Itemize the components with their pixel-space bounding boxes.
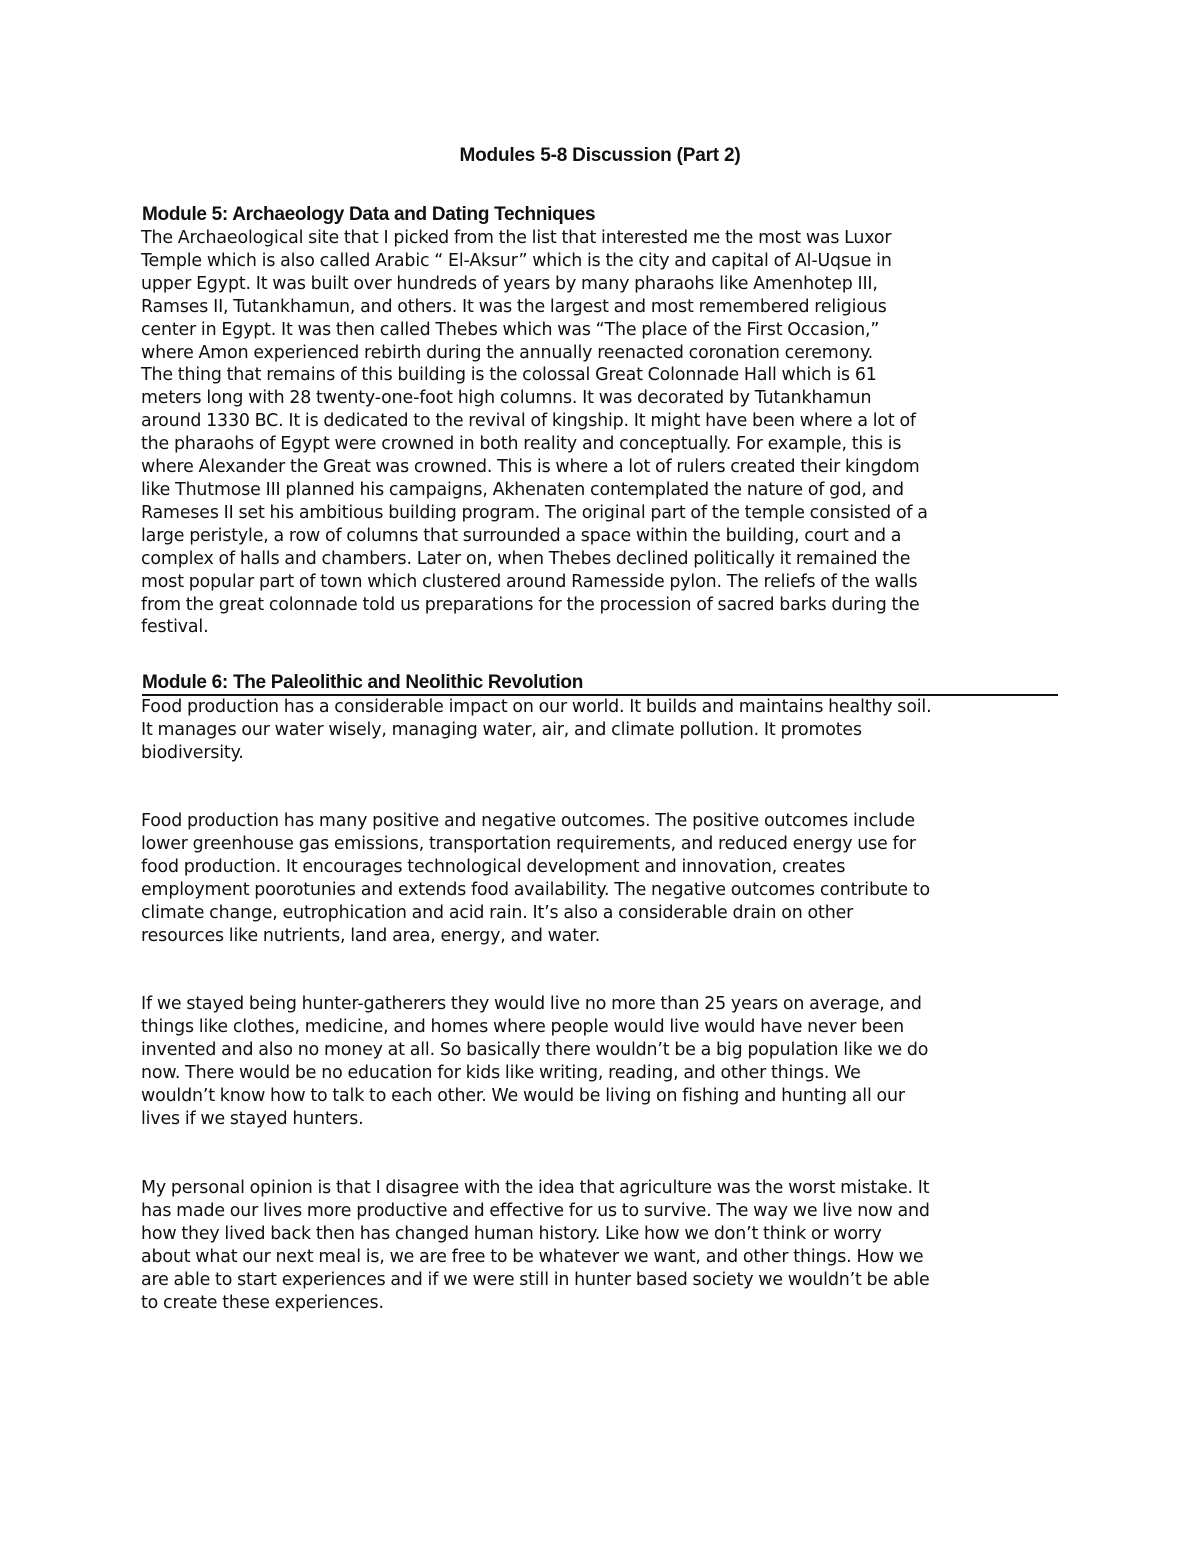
text-line: The Archaeological site that I picked from the list that interested me the most was Luxor	[141, 228, 892, 248]
text-line: festival.	[141, 617, 209, 638]
text-line: most popular part of town which clustered around Ramesside pylon. The reliefs of the walls	[141, 571, 918, 592]
text-line: complex of halls and chambers. Later on, when Thebes declined politically it remained the	[141, 548, 911, 569]
text-line: how they lived back then has changed human history. Like how we don’t think or worry	[141, 1223, 882, 1244]
module-6-paragraph-1	[141, 696, 1059, 765]
module-5-heading: Module 5: Archaeology Data and Dating Techniques	[142, 204, 596, 225]
text-line: things like clothes, medicine, and homes where people would live would have never been	[141, 1016, 904, 1037]
text-line: Food production has a considerable impact on our world. It builds and maintains healthy soil.	[141, 697, 932, 717]
text-line: from the great colonnade told us preparations for the procession of sacred barks during the	[141, 594, 920, 615]
text-line: lower greenhouse gas emissions, transportation requirements, and reduced energy use for	[141, 833, 916, 854]
text-line: employment poorotunies and extends food availability. The negative outcomes contribute to	[141, 879, 930, 900]
module-6-paragraph-2	[141, 810, 1059, 947]
text-line: Rameses II set his ambitious building program. The original part of the temple consisted of a	[141, 502, 928, 523]
text-line: are able to start experiences and if we were still in hunter based society we wouldn’t be able	[141, 1269, 930, 1290]
text-line: has made our lives more productive and effective for us to survive. The way we live now and	[141, 1200, 930, 1221]
text-line: climate change, eutrophication and acid rain. It’s also a considerable drain on other	[141, 902, 854, 923]
text-line: It manages our water wisely, managing water, air, and climate pollution. It promotes	[141, 719, 862, 740]
text-line: to create these experiences.	[141, 1292, 384, 1313]
text-line: center in Egypt. It was then called Thebes which was “The place of the First Occasion,”	[141, 319, 880, 340]
text-line: the pharaohs of Egypt were crowned in both reality and conceptually. For example, this is	[141, 434, 902, 455]
text-line: food production. It encourages technological development and innovation, creates	[141, 856, 846, 877]
module-6-heading: Module 6: The Paleolithic and Neolithic Revolution	[142, 671, 1058, 696]
text-line: like Thutmose III planned his campaigns, Akhenaten contemplated the nature of god, and	[141, 479, 904, 500]
text-line: wouldn’t know how to talk to each other. We would be living on fishing and hunting all our	[141, 1085, 905, 1106]
text-line: now. There would be no education for kids like writing, reading, and other things. We	[141, 1062, 861, 1083]
text-line: about what our next meal is, we are free to be whatever we want, and other things. How we	[141, 1246, 924, 1267]
module-6-paragraph-3	[141, 993, 1059, 1130]
text-line: upper Egypt. It was built over hundreds of years by many pharaohs like Amenhotep III,	[141, 273, 878, 294]
text-line: around 1330 BC. It is dedicated to the revival of kingship. It might have been where a lot of	[141, 411, 916, 432]
text-line: Food production has many positive and negative outcomes. The positive outcomes include	[141, 811, 915, 831]
module-6-paragraph-4	[141, 1177, 1059, 1314]
text-line: large peristyle, a row of columns that surrounded a space within the building, court and a	[141, 525, 902, 546]
text-line: resources like nutrients, land area, energy, and water.	[141, 925, 601, 946]
text-line: If we stayed being hunter-gatherers they would live no more than 25 years on average, and	[141, 994, 922, 1014]
text-line: lives if we stayed hunters.	[141, 1108, 364, 1129]
text-line: meters long with 28 twenty-one-foot high columns. It was decorated by Tutankhamun	[141, 388, 872, 409]
text-line: invented and also no money at all. So basically there wouldn’t be a big population like we do	[141, 1039, 929, 1060]
text-line: The thing that remains of this building is the colossal Great Colonnade Hall which is 61	[141, 365, 877, 386]
module-5-paragraph	[141, 227, 1059, 639]
document-title: Modules 5-8 Discussion (Part 2)	[459, 145, 741, 166]
text-line: biodiversity.	[141, 742, 244, 763]
text-line: where Alexander the Great was crowned. This is where a lot of rulers created their kingdom	[141, 457, 920, 478]
text-line: Temple which is also called Arabic “ El-Aksur” which is the city and capital of Al-Uqsue in	[141, 250, 892, 271]
text-line: Ramses II, Tutankhamun, and others. It was the largest and most remembered religious	[141, 296, 887, 317]
text-line: My personal opinion is that I disagree with the idea that agriculture was the worst mistake. It	[141, 1178, 930, 1198]
text-line: where Amon experienced rebirth during the annually reenacted coronation ceremony.	[141, 342, 873, 363]
